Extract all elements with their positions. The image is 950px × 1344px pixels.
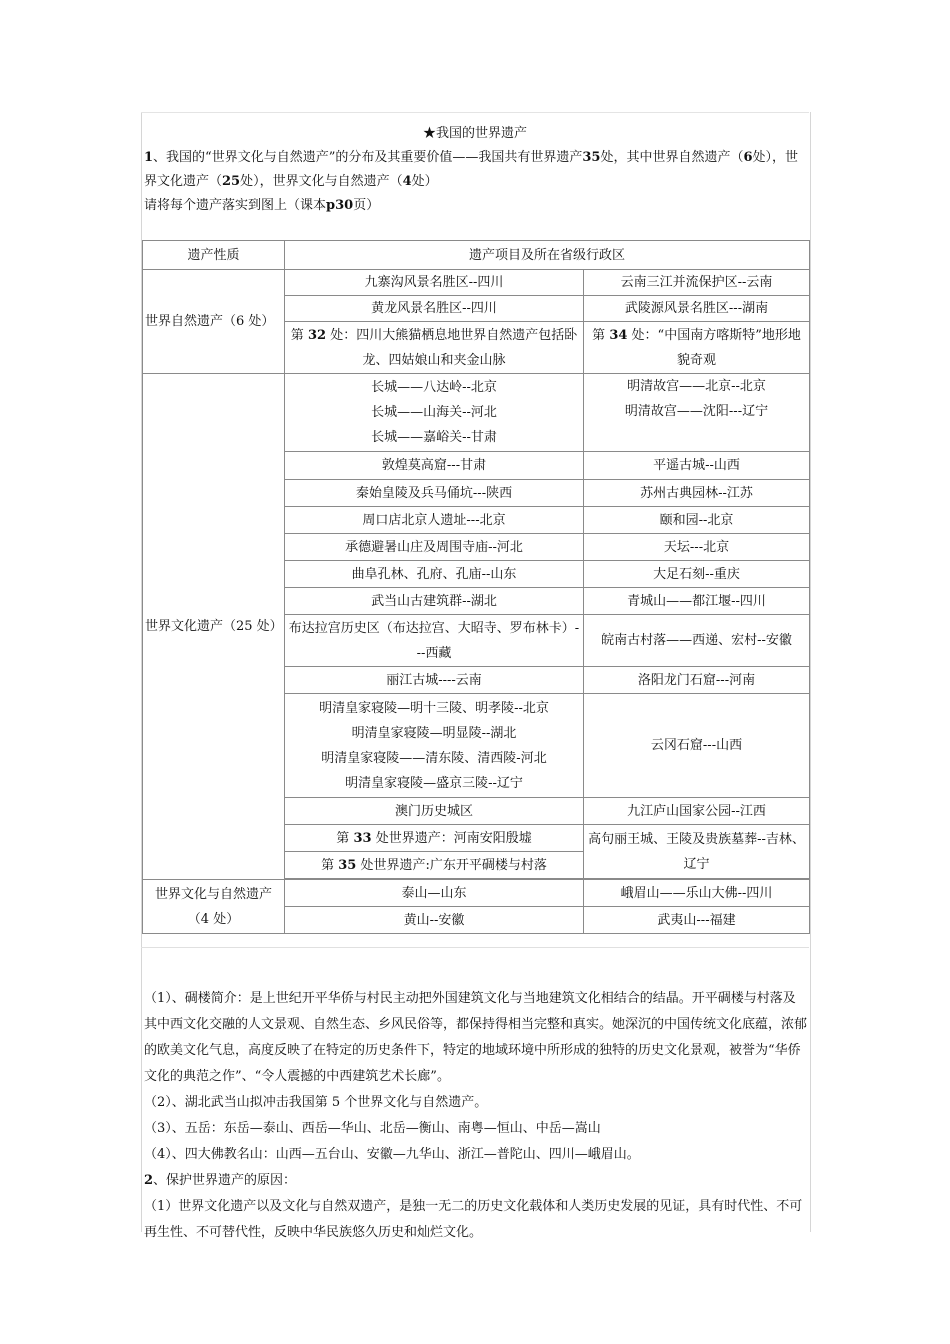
- cell-line: 明清故宫——北京--北京: [627, 379, 766, 394]
- cell-line: 明清皇家寝陵——清东陵、清西陵-河北: [321, 750, 547, 766]
- top-rule: [141, 112, 809, 113]
- table-header-row: [143, 241, 810, 270]
- note-paragraph: （4）、四大佛教名山：山西—五台山、安徽—九华山、浙江—普陀山、四川—峨眉山。: [144, 1147, 640, 1162]
- table-cell: [285, 374, 584, 452]
- mixed-heritage-label: 世界文化与自然遗产（4 处）: [143, 880, 285, 934]
- table-cell: 曲阜孔林、孔府、孔庙--山东: [285, 561, 584, 588]
- section-title: ★我国的世界遗产: [422, 126, 527, 141]
- cultural-heritage-label: 世界文化遗产（25 处）: [143, 374, 285, 880]
- table-cell: [584, 374, 810, 452]
- natural-heritage-label: 世界自然遗产（6 处）: [143, 270, 285, 374]
- table-cell: 武当山古建筑群--湖北: [285, 588, 584, 615]
- cell-line: 长城——嘉峪关--甘肃: [371, 430, 497, 445]
- table-cell: 秦始皇陵及兵马俑坑---陕西: [285, 480, 584, 507]
- note-paragraph: （1）世界文化遗产以及文化与自然双遗产，是独一无二的历史文化载体和人类历史发展的见证，具有时代性、不可再生性、不可替代性，反映中华民族悠久历史和灿烂文化。: [144, 1199, 803, 1240]
- cell-line: 明清皇家寝陵—盛京三陵--辽宁: [345, 775, 523, 791]
- table-cell: 云南三江并流保护区--云南: [584, 270, 810, 296]
- note-paragraph: （2）、湖北武当山拟冲击我国第 5 个世界文化与自然遗产。: [144, 1095, 488, 1110]
- section-heading: 2、保护世界遗产的原因：: [144, 1173, 297, 1188]
- table-cell: 皖南古村落——西递、宏村--安徽: [584, 615, 810, 667]
- table-cell: 青城山——都江堰--四川: [584, 588, 810, 615]
- cell-line: 明清皇家寝陵—明十三陵、明孝陵--北京: [319, 700, 549, 716]
- table-cell: 丽江古城----云南: [285, 667, 584, 694]
- table-cell: 第 32 处：四川大熊猫栖息地世界自然遗产包括卧龙、四姑娘山和夹金山脉: [285, 322, 584, 374]
- heritage-table: [142, 240, 810, 934]
- table-cell: 武夷山---福建: [584, 907, 810, 934]
- note-paragraph: （1）、碉楼简介：是上世纪开平华侨与村民主动把外国建筑文化与当地建筑文化相结合的结晶。开平碉楼与村落及其中西文化交融的人文景观、自然生态、乡风民俗等，都保持得相当完整和真实。她深沉的中国传统文化底蕴，浓郁的欧美文化气息，高度反映了在特定的历史条件下，特定的地域环境中所形成的独特的历史文化景观，被誉为“华侨文化的典范之作”、“令人震撼的中西建筑艺术长廊”。: [144, 991, 808, 1084]
- cell-line: 明清故宫——沈阳---辽宁: [624, 404, 769, 419]
- table-cell: 第 35 处世界遗产:广东开平碉楼与村落: [285, 852, 584, 879]
- table-cell: 黄龙风景名胜区--四川: [285, 296, 584, 322]
- notes-section: [144, 986, 808, 1246]
- table-cell: 泰山—山东: [285, 880, 584, 907]
- table-cell: 颐和园--北京: [584, 507, 810, 534]
- table-cell: 承德避暑山庄及周围寺庙--河北: [285, 534, 584, 561]
- table-cell: 高句丽王城、王陵及贵族墓葬--吉林、辽宁: [584, 825, 810, 879]
- table-cell: [285, 694, 584, 798]
- header-items: 遗产项目及所在省级行政区: [285, 241, 810, 270]
- table-cell: 九寨沟风景名胜区--四川: [285, 270, 584, 296]
- intro-paragraph: 1、我国的“世界文化与自然遗产”的分布及其重要价值——我国共有世界遗产35处，其中世界自然遗产（6处），世界文化遗产（25处），世界文化与自然遗产（4处）: [144, 150, 799, 189]
- table-cell: 峨眉山——乐山大佛--四川: [584, 880, 810, 907]
- table-cell: 周口店北京人遗址---北京: [285, 507, 584, 534]
- note-paragraph: （3）、五岳：东岳—泰山、西岳—华山、北岳—衡山、南粤—恒山、中岳—嵩山: [144, 1121, 601, 1136]
- table-cell: 大足石刻--重庆: [584, 561, 810, 588]
- table-cell: 武陵源风景名胜区---湖南: [584, 296, 810, 322]
- table-cell: 敦煌莫高窟---甘肃: [285, 452, 584, 480]
- table-cell: 第 34 处：“中国南方喀斯特”地形地貌奇观: [584, 322, 810, 374]
- table-row: [143, 270, 810, 296]
- table-cell: 洛阳龙门石窟---河南: [584, 667, 810, 694]
- cell-line: 明清皇家寝陵—明显陵--湖北: [351, 725, 517, 741]
- divider: [141, 947, 809, 948]
- table-cell: 天坛---北京: [584, 534, 810, 561]
- table-cell: 澳门历史城区: [285, 798, 584, 825]
- header-type: 遗产性质: [143, 241, 285, 270]
- table-cell: 平遥古城--山西: [584, 452, 810, 480]
- table-row: [143, 880, 810, 907]
- cell-line: 长城——八达岭--北京: [371, 380, 497, 395]
- table-cell: 第 33 处世界遗产：河南安阳殷墟: [285, 825, 584, 852]
- cell-line: 长城——山海关--河北: [371, 405, 497, 420]
- table-row: [143, 374, 810, 452]
- table-cell: 云冈石窟---山西: [584, 694, 810, 798]
- table-cell: 九江庐山国家公园--江西: [584, 798, 810, 825]
- table-cell: 苏州古典园林--江苏: [584, 480, 810, 507]
- intro-section: [144, 122, 806, 218]
- table-cell: 黄山--安徽: [285, 907, 584, 934]
- table-cell: 布达拉宫历史区（布达拉宫、大昭寺、罗布林卡）---西藏: [285, 615, 584, 667]
- instruction-line: 请将每个遗产落实到图上（课本p30页）: [144, 198, 380, 213]
